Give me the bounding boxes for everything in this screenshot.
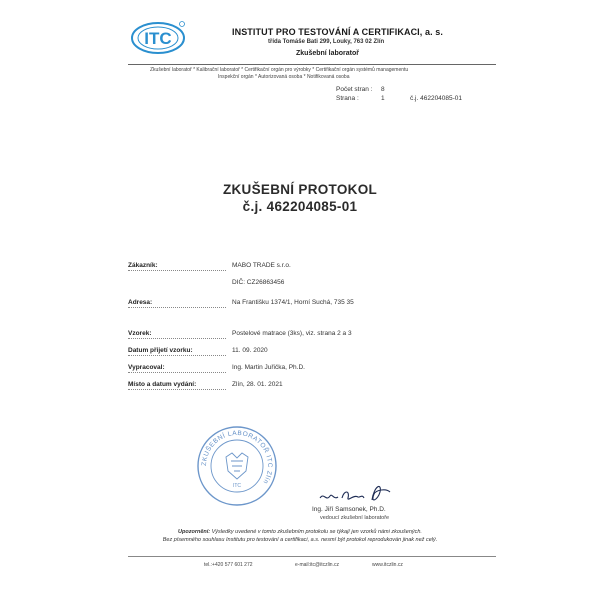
customer-label: Zákazník: xyxy=(128,262,158,269)
customer-dic: DIČ: CZ26863456 xyxy=(232,279,285,286)
sample-label: Vzorek: xyxy=(128,330,152,337)
prepared-by-label: Vypracoval: xyxy=(128,364,165,371)
page-count-value: 8 xyxy=(381,86,385,93)
institute-department: Zkušební laboratoř xyxy=(296,50,360,57)
footer-divider xyxy=(128,556,496,557)
handwritten-signature xyxy=(316,480,394,506)
field-dots xyxy=(128,307,226,308)
accreditations xyxy=(150,67,480,81)
field-dots xyxy=(128,338,226,339)
itc-logo xyxy=(130,20,186,56)
address-value: Na Františku 1374/1, Horní Suchá, 735 35 xyxy=(232,299,354,306)
notice-label: Upozornění: xyxy=(178,529,211,535)
field-dots xyxy=(128,270,226,271)
issue-place-date-value: Zlín, 28. 01. 2021 xyxy=(232,381,283,388)
issue-place-date-label: Místo a datum vydání: xyxy=(128,381,197,388)
customer-name: MABO TRADE s.r.o. xyxy=(232,262,291,269)
footer-email: e-mail:itc@itczlin.cz xyxy=(295,562,339,568)
footer-phone: tel.:+420 577 601 272 xyxy=(204,562,253,568)
institute-name: INSTITUT PRO TESTOVÁNÍ A CERTIFIKACI, a. s. xyxy=(232,27,443,37)
notice-text: Výsledky uvedené v tomto zkušebním protokolu se týkají jen vzorků námi zkoušených. xyxy=(210,529,422,535)
accreditations-line-1: Zkušební laboratoř * Kalibrační laboratoř * Certifikační orgán pro výrobky * Certifikační orgán systémů managementu xyxy=(150,67,409,73)
field-dots xyxy=(128,372,226,373)
field-dots xyxy=(128,389,226,390)
signer-role: vedoucí zkušební laboratoře xyxy=(320,515,390,521)
footer-notice-line-2: Bez písemného souhlasu Institutu pro testování a certifikaci, a.s. nesmí být protokol reprodukován jinak než celý. xyxy=(162,537,438,543)
stamp-center-text: ITC xyxy=(232,483,242,489)
document-number: č.j. 462204085-01 xyxy=(242,199,358,214)
footer-notice xyxy=(0,529,600,535)
document-title: ZKUŠEBNÍ PROTOKOL xyxy=(222,182,378,197)
sample-value: Postelové matrace (3ks), viz. strana 2 a 3 xyxy=(232,330,352,337)
page-number-label: Strana : xyxy=(336,95,359,102)
header-divider xyxy=(128,64,496,65)
institute-address: třída Tomáše Bati 299, Louky, 763 02 Zlín xyxy=(268,39,385,45)
received-date-value: 11. 09. 2020 xyxy=(232,347,268,354)
page-number-value: 1 xyxy=(381,95,385,102)
received-date-label: Datum přijetí vzorku: xyxy=(128,347,193,354)
page-count-label: Počet stran : xyxy=(336,86,373,93)
accreditations-line-2: Inspekční orgán * Autorizovaná osoba * Notifikovaná osoba xyxy=(218,74,350,80)
field-dots xyxy=(128,355,226,356)
laboratory-stamp xyxy=(196,425,278,507)
prepared-by-value: Ing. Martin Juřička, Ph.D. xyxy=(232,364,305,371)
logo-text: ITC xyxy=(144,29,172,48)
reference-number: č.j. 462204085-01 xyxy=(410,95,463,102)
address-label: Adresa: xyxy=(128,299,153,306)
signer-name: Ing. Jiří Samsonek, Ph.D. xyxy=(312,506,386,513)
footer-website: www.itczlin.cz xyxy=(372,562,403,568)
stamp-ring-text: ZKUŠEBNÍ LABORATOŘ ITC Zlín xyxy=(200,429,274,486)
